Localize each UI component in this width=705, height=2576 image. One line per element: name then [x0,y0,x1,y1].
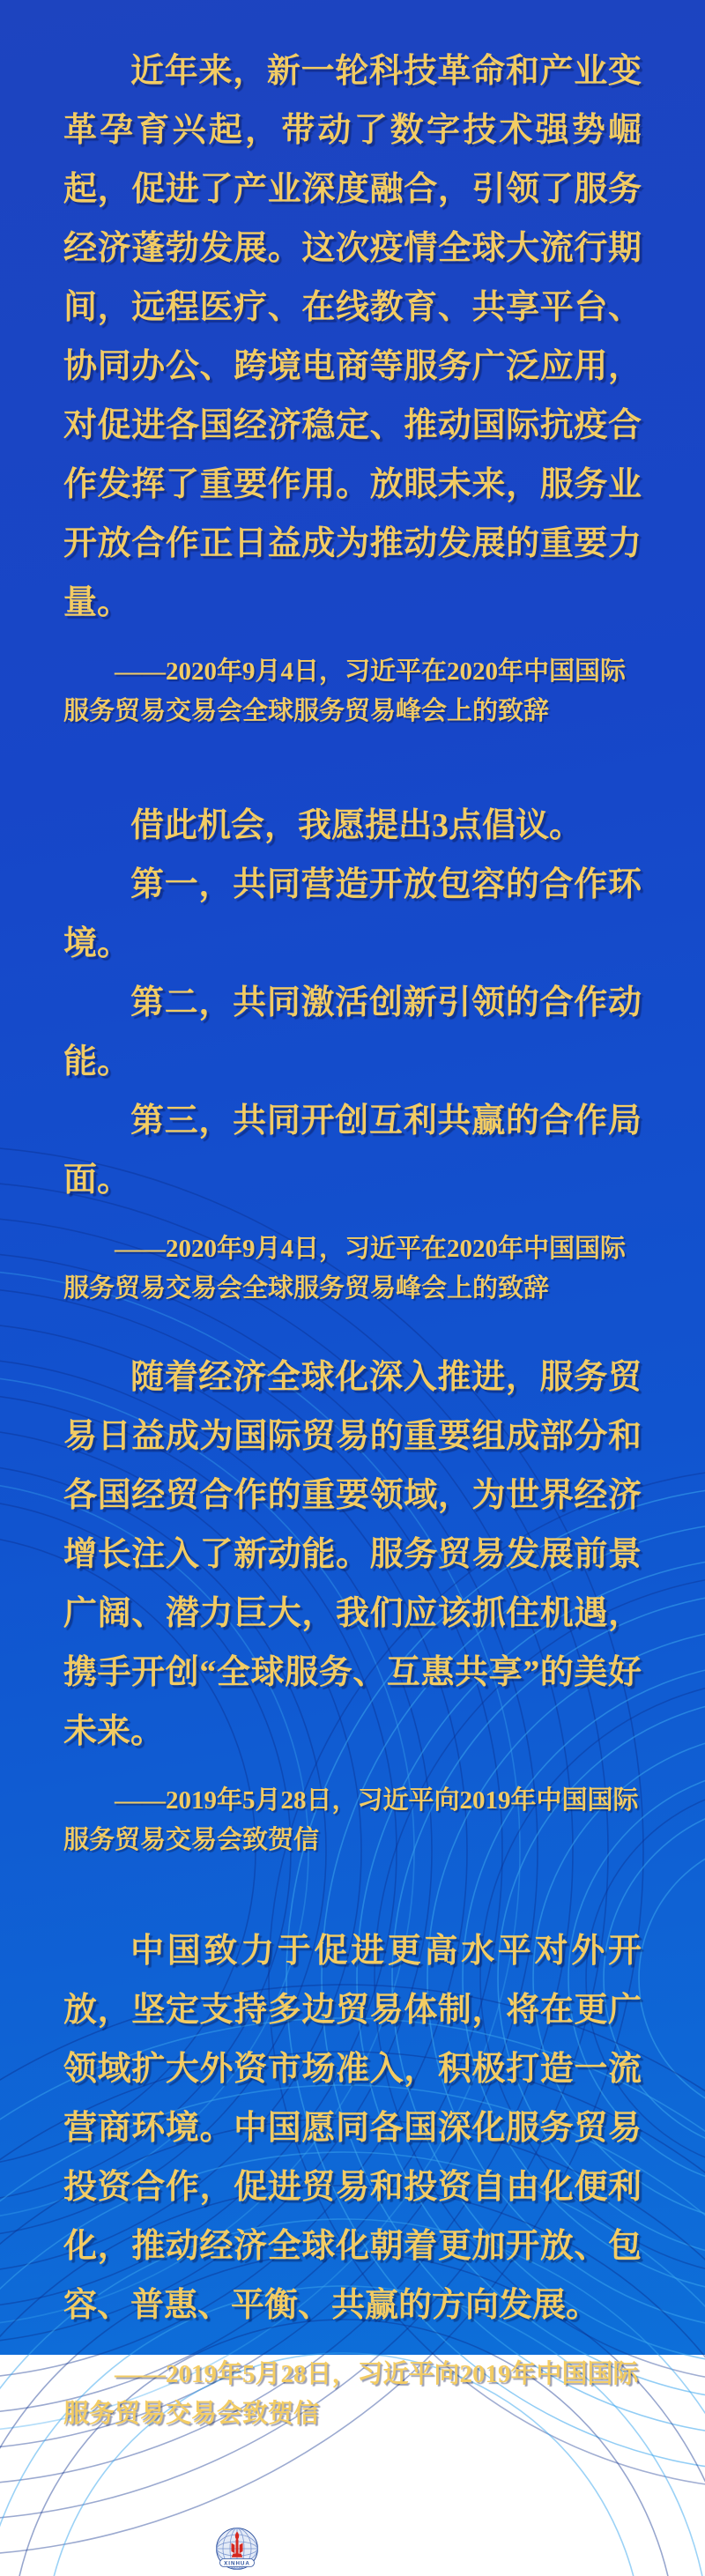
footer [63,2526,642,2572]
quote-1-attribution: ——2020年9月4日，习近平在2020年中国国际服务贸易交易会全球服务贸易峰会上的致辞 [63,657,627,725]
quote-section-4 [63,1922,642,2434]
quote-2-intro: 借此机会，我愿提出3点倡议。 [130,807,583,844]
xinhua-logo-label: XINHUA [224,2560,250,2567]
quote-1-body-wrap [63,42,642,633]
quote-2-point-1: 第一，共同营造开放包容的合作环境。 [63,866,642,962]
quote-3-attribution: ——2019年5月28日，习近平向2019年中国国际服务贸易交易会致贺信 [63,1786,639,1854]
quote-4-body: 中国致力于促进更高水平对外开放，坚定支持多边贸易体制，将在更广领域扩大外资市场准入，积极打造一流营商环境。中国愿同各国深化服务贸易投资合作，促进贸易和投资自由化便利化，推动经济全球化朝着更加开放、包容、普惠、平衡、共赢的方向发展。 [63,1933,642,2324]
quote-2-body-wrap [63,797,642,1210]
producer-text: 新华社国内部出品 [286,2536,491,2564]
quote-2-point-2: 第二，共同激活创新引领的合作动能。 [63,984,642,1080]
quote-1-body: 近年来，新一轮科技革命和产业变革孕育兴起，带动了数字技术强势崛起，促进了产业深度融合，引领了服务经济蓬勃发展。这次疫情全球大流行期间，远程医疗、在线教育、共享平台、协同办公、跨境电商等服务广泛应用，对促进各国经济稳定、推动国际抗疫合作发挥了重要作用。放眼未来，服务业开放合作正日益成为推动发展的重要力量。 [63,53,642,621]
quotes-column [63,42,642,2572]
quote-3-body: 随着经济全球化深入推进，服务贸易日益成为国际贸易的重要组成部分和各国经贸合作的重要领域，为世界经济增长注入了新动能。服务贸易发展前景广阔、潜力巨大，我们应该抓住机遇，携手开创“全球服务、互惠共享”的美好未来。 [63,1359,642,1750]
quote-3-body-wrap [63,1348,642,1762]
quote-section-3 [63,1348,642,1860]
xinhua-logo-icon [214,2526,260,2572]
quote-section-1 [63,42,642,731]
quote-2-point-3: 第三，共同开创互利共赢的合作局面。 [63,1102,642,1199]
quote-4-attribution: ——2019年5月28日，习近平向2019年中国国际服务贸易交易会致贺信 [63,2360,639,2428]
quote-section-2 [63,797,642,1309]
quote-4-body-wrap [63,1922,642,2335]
quote-2-attribution: ——2020年9月4日，习近平在2020年中国国际服务贸易交易会全球服务贸易峰会上的致辞 [63,1235,627,1303]
